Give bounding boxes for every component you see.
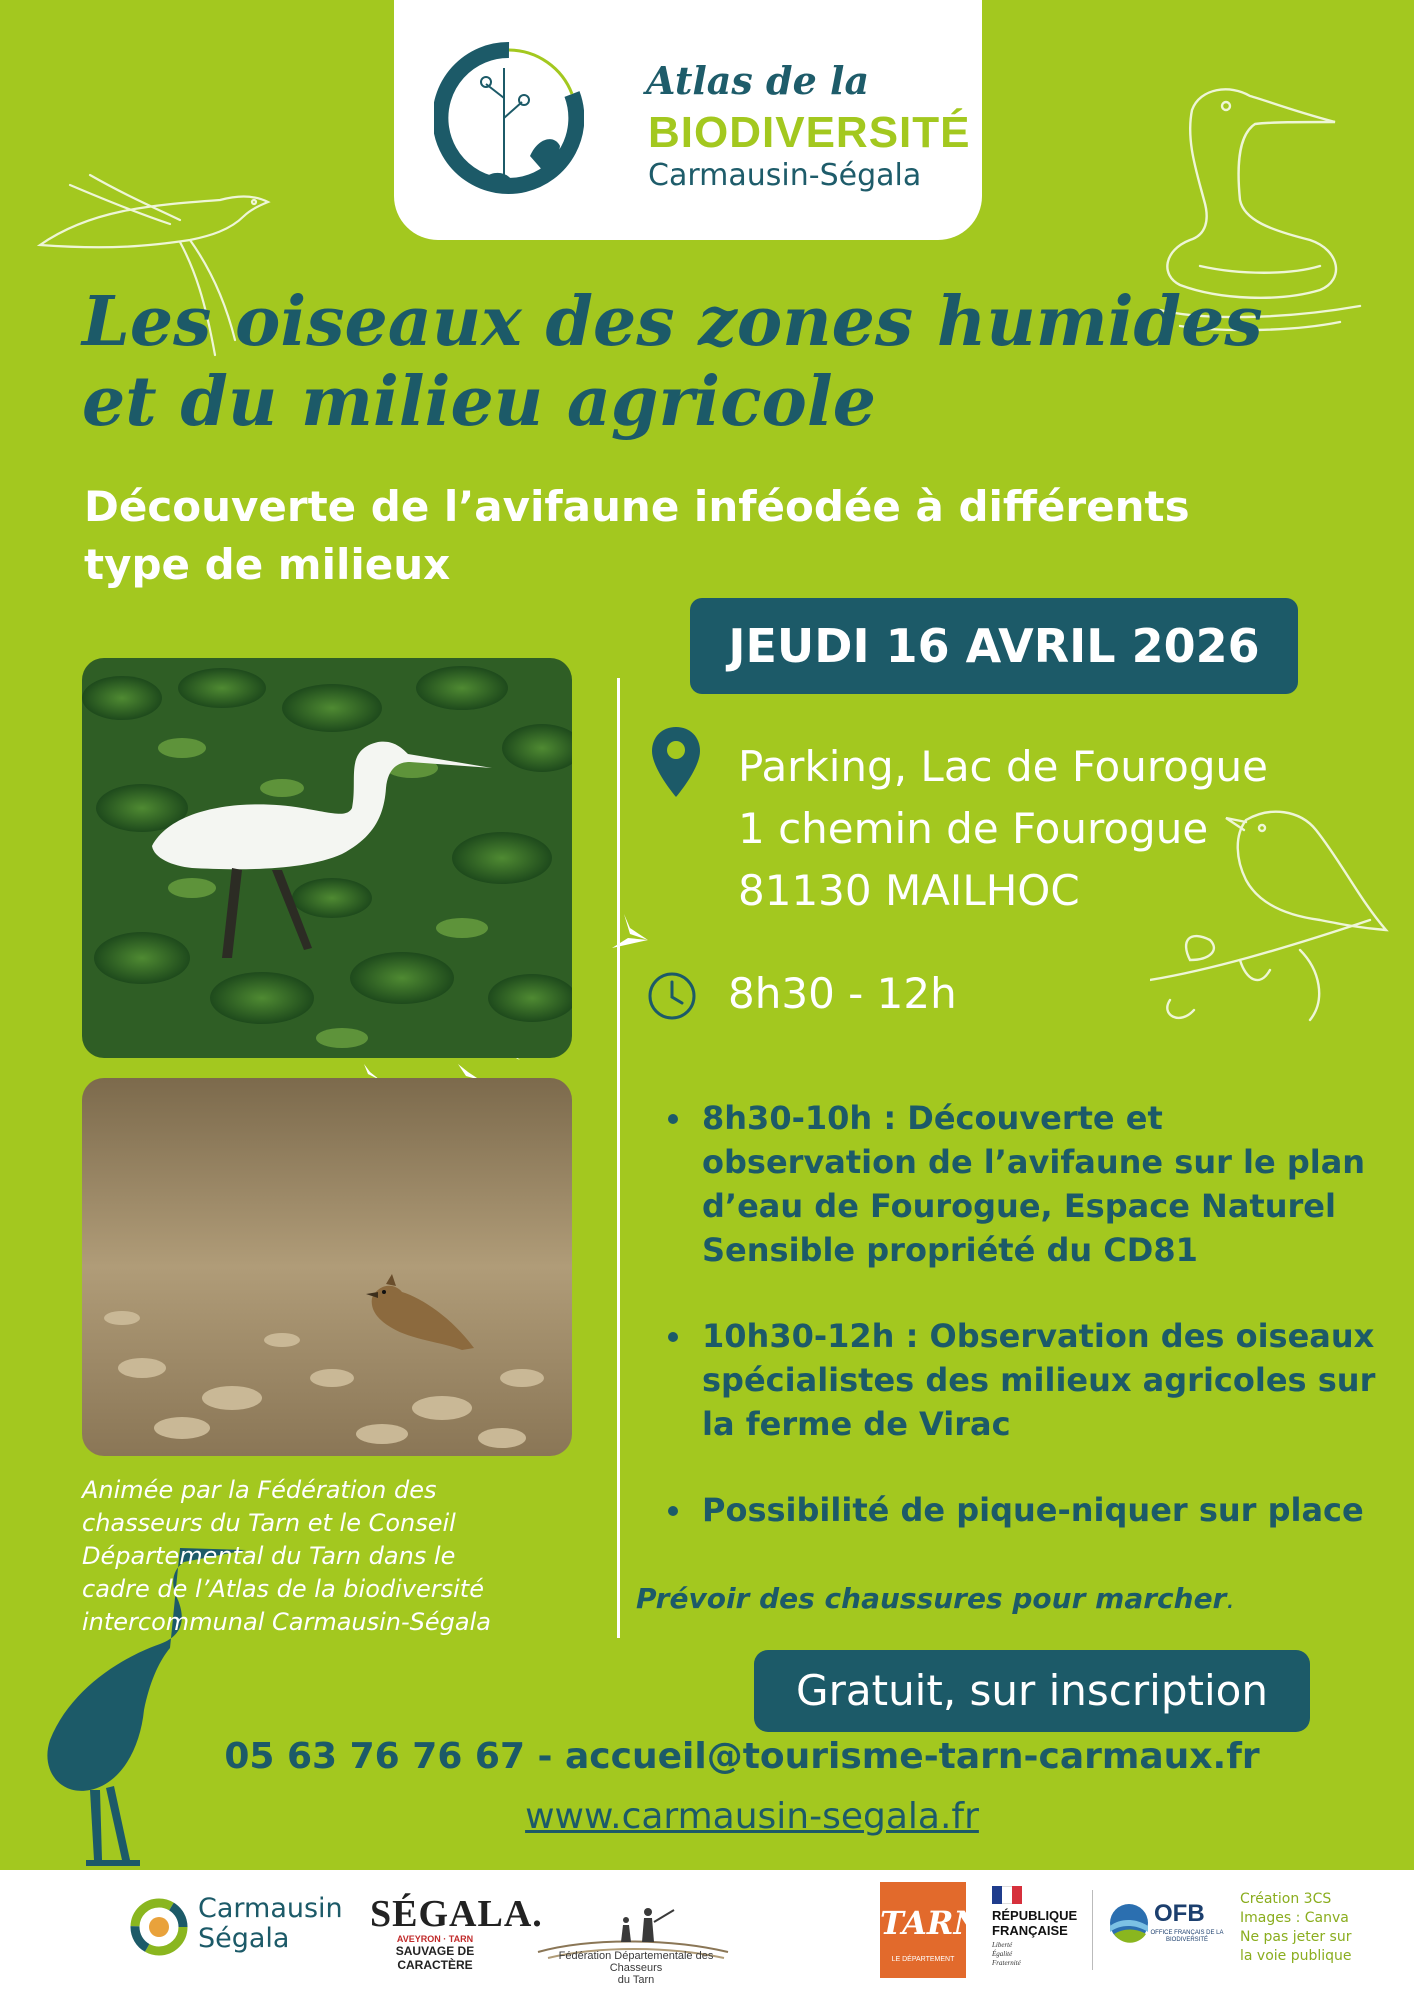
free-registration-banner: Gratuit, sur inscription [754,1650,1310,1732]
segala-logo-region: AVEYRON · TARN [396,1934,474,1944]
partner-footer [0,1870,1414,2000]
website-link[interactable]: www.carmausin-segala.fr [525,1796,979,1837]
bullet-icon [668,1114,678,1124]
footer-divider [1092,1890,1093,1970]
program-item-line: 8h30-10h : Découverte et [702,1099,1163,1137]
divider-line [617,678,620,1638]
ofb-logo-subtitle: OFFICE FRANÇAIS DE LA BIODIVERSITÉ [1150,1930,1224,1943]
rf-motto: Liberté [992,1941,1013,1949]
organizer-line: chasseurs du Tarn et le Conseil [82,1509,456,1537]
program-list [668,1096,1388,1574]
hunters-federation-name: Fédération Départementale des Chasseurs [558,1950,714,1974]
hunters-federation-logo [536,1950,736,1986]
address-line2: 1 chemin de Fourogue [738,804,1209,853]
program-item [668,1096,1388,1272]
atlas-logo-line3: Carmausin-Ségala [648,158,922,193]
organizer-line: Animée par la Fédération des [82,1476,437,1504]
rf-line: RÉPUBLIQUE [992,1908,1078,1923]
hunters-federation-region: du Tarn [617,1974,655,1986]
organizer-line: intercommunal Carmausin-Ségala [82,1608,491,1636]
credits [1240,1890,1352,1966]
event-time: 8h30 - 12h [728,969,957,1018]
program-item-line: observation de l’avifaune sur le plan [702,1143,1366,1181]
clock-icon [646,970,698,1022]
shoes-note-text: Prévoir des chaussures pour marcher [636,1582,1227,1615]
program-item-line: la ferme de Virac [702,1405,1011,1443]
bullet-icon [668,1332,678,1342]
carmausin-segala-logo [198,1894,343,1954]
website [0,1796,1414,1837]
program-item-line: spécialistes des milieux agricoles sur [702,1361,1376,1399]
atlas-logo-line1: Atlas de la [646,58,870,103]
rf-motto: Fraternité [992,1959,1021,1967]
event-subtitle-line1: Découverte de l’avifaune inféodée à différents [84,482,1190,531]
rf-motto: Égalité [992,1950,1013,1958]
egret-photo [82,658,572,1058]
tarn-logo-title: TARN [880,1904,983,1942]
event-subtitle-line2: type de milieux [84,540,451,589]
credit-line: Création 3CS [1240,1891,1332,1907]
program-item [668,1488,1388,1532]
credit-line: Ne pas jeter sur [1240,1929,1352,1945]
carmausin-segala-logo-line: Ségala [198,1923,290,1954]
event-address [738,736,1268,922]
segala-logo-tagline: SAUVAGE DE CARACTÈRE [395,1944,475,1972]
organizer-line: cadre de l’Atlas de la biodiversité [82,1575,484,1603]
event-title-line2: et du milieu agricole [82,362,876,442]
carmausin-segala-logo-icon [128,1896,190,1958]
program-item-line: Sensible propriété du CD81 [702,1231,1198,1269]
contact-text: 05 63 76 76 67 - accueil@tourisme-tarn-carmaux.fr [224,1736,1260,1777]
segala-logo [370,1893,543,1972]
address-line3: 81130 MAILHOC [738,866,1080,915]
carmausin-segala-logo-line: Carmausin [198,1893,343,1924]
tarn-department-logo [880,1882,983,1978]
credit-line: Images : Canva [1240,1910,1349,1926]
credit-line: la voie publique [1240,1948,1352,1964]
tarn-logo-subtitle: LE DÉPARTEMENT [891,1956,955,1963]
bullet-icon [668,1506,678,1516]
program-item [668,1314,1388,1446]
program-item-line: d’eau de Fourogue, Espace Naturel [702,1187,1336,1225]
ofb-logo-title: OFB [1154,1900,1205,1927]
lark-photo [82,1078,572,1456]
event-date-badge: JEUDI 16 AVRIL 2026 [690,598,1298,694]
organizer-line: Départemental du Tarn dans le [82,1542,456,1570]
program-item-line: 10h30-12h : Observation des oiseaux [702,1317,1375,1355]
segala-logo-title: SÉGALA. [370,1893,543,1935]
event-title-line1: Les oiseaux des zones humides [82,282,1263,362]
organizer-note [82,1474,552,1639]
rf-line: FRANÇAISE [992,1923,1068,1938]
program-item-line: Possibilité de pique-niquer sur place [702,1491,1364,1529]
shoes-note-end: . [1226,1582,1236,1615]
french-flag-icon [992,1886,1022,1904]
event-title [82,282,1342,442]
atlas-logo-emblem-icon [434,38,584,208]
ofb-logo-icon [1108,1902,1150,1944]
republique-francaise-logo [992,1886,1092,1968]
atlas-logo [394,0,982,240]
event-subtitle [84,478,1284,594]
shoes-note [636,1582,1235,1615]
address-line1: Parking, Lac de Fourogue [738,742,1268,791]
atlas-logo-line2: BIODIVERSITÉ [648,108,971,157]
contact-line [0,1736,1414,1777]
location-pin-icon [650,725,702,799]
